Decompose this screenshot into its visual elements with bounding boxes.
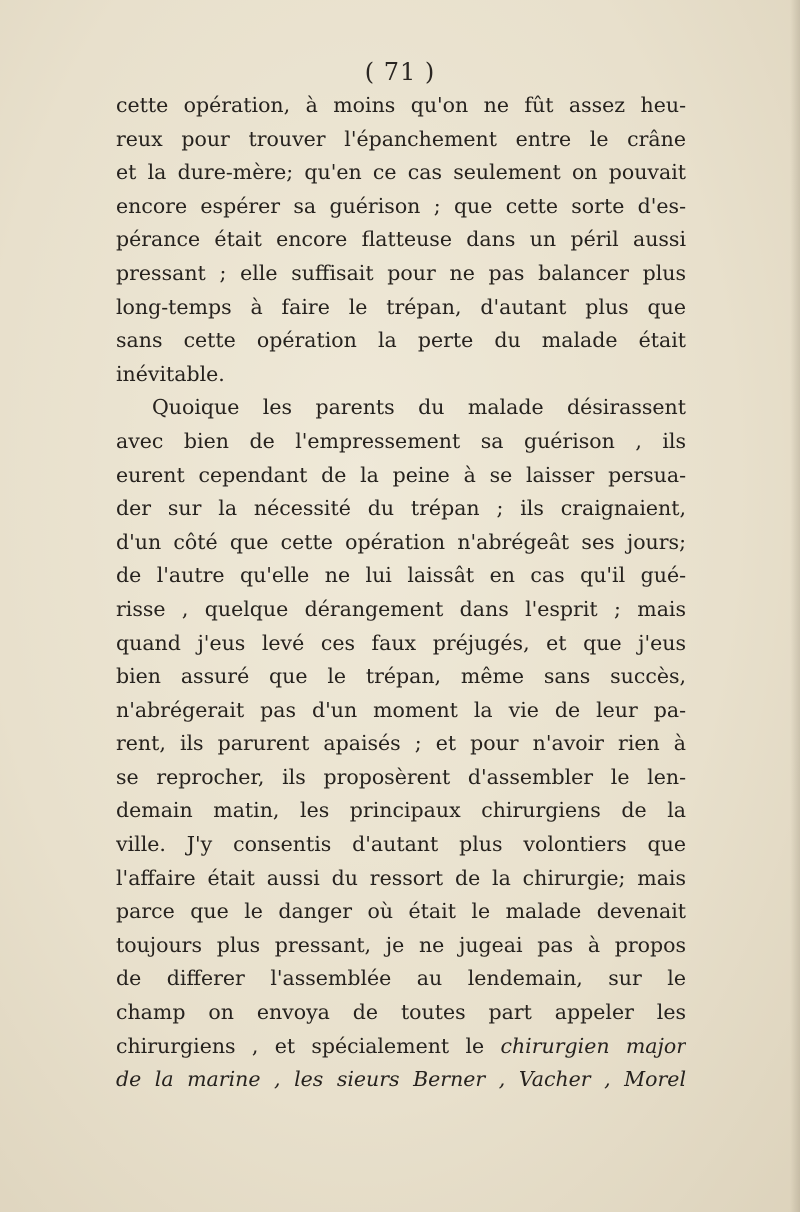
text-line-mixed — [116, 1030, 686, 1064]
text-line: pressant ; elle suffisait pour ne pas balancer plus — [116, 260, 686, 285]
text-line: long-temps à faire le trépan, d'autant plus que — [116, 294, 686, 319]
text-line: d'un côté que cette opération n'abrégeât ses jours; — [116, 529, 686, 554]
text-line: reux pour trouver l'épanchement entre le crâne — [116, 126, 686, 151]
text-line: rent, ils parurent apaisés ; et pour n'avoir rien à — [116, 731, 686, 756]
text-line: l'affaire était aussi du ressort de la chirurgie; mais — [116, 865, 686, 890]
text-line: bien assuré que le trépan, même sans succès, — [116, 664, 686, 689]
text-line: de differer l'assemblée au lendemain, sur le — [116, 966, 686, 991]
text-line: sans cette opération la perte du malade était — [116, 328, 686, 353]
text-italic: de la marine , les sieurs Berner , Vacher , Morel — [116, 1067, 686, 1092]
text-line: quand j'eus levé ces faux préjugés, et que j'eus — [116, 630, 686, 655]
page-number: ( 71 ) — [364, 58, 436, 86]
text-line-italic — [116, 1063, 686, 1097]
text-line: parce que le danger où était le malade devenait — [116, 899, 686, 924]
text-line: pérance était encore flatteuse dans un péril aussi — [116, 227, 686, 252]
text-line: et la dure-mère; qu'en ce cas seulement on pouvait — [116, 160, 686, 185]
text-line: risse , quelque dérangement dans l'esprit ; mais — [116, 596, 686, 621]
paragraph-end-line: inévitable. — [116, 361, 225, 386]
text-italic: chirurgien major — [500, 1033, 686, 1058]
text-line: champ on envoya de toutes part appeler les — [116, 1000, 686, 1025]
text-line: se reprocher, ils proposèrent d'assembler le len- — [116, 764, 686, 789]
text-line: toujours plus pressant, je ne jugeai pas à propos — [116, 932, 686, 957]
text-line: eurent cependant de la peine à se laisser persua- — [116, 462, 686, 487]
text-line: avec bien de l'empressement sa guérison , ils — [116, 428, 686, 453]
text-line: demain matin, les principaux chirurgiens de la — [116, 798, 686, 823]
text-line: cette opération, à moins qu'on ne fût assez heu- — [116, 93, 686, 117]
text-line: encore espérer sa guérison ; que cette sorte d'es- — [116, 193, 686, 218]
text-line: n'abrégerait pas d'un moment la vie de leur pa- — [116, 697, 686, 722]
text-plain: chirurgiens , et spécialement le — [116, 1033, 485, 1058]
text-line: ville. J'y consentis d'autant plus volontiers que — [116, 832, 686, 857]
text-line: de l'autre qu'elle ne lui laissât en cas qu'il gué- — [116, 563, 686, 588]
text-line: der sur la nécessité du trépan ; ils craignaient, — [116, 496, 686, 521]
paragraph-start-line: Quoique les parents du malade désirassent — [152, 395, 686, 420]
body-text — [116, 89, 686, 1097]
page-edge-shadow — [790, 0, 800, 1212]
